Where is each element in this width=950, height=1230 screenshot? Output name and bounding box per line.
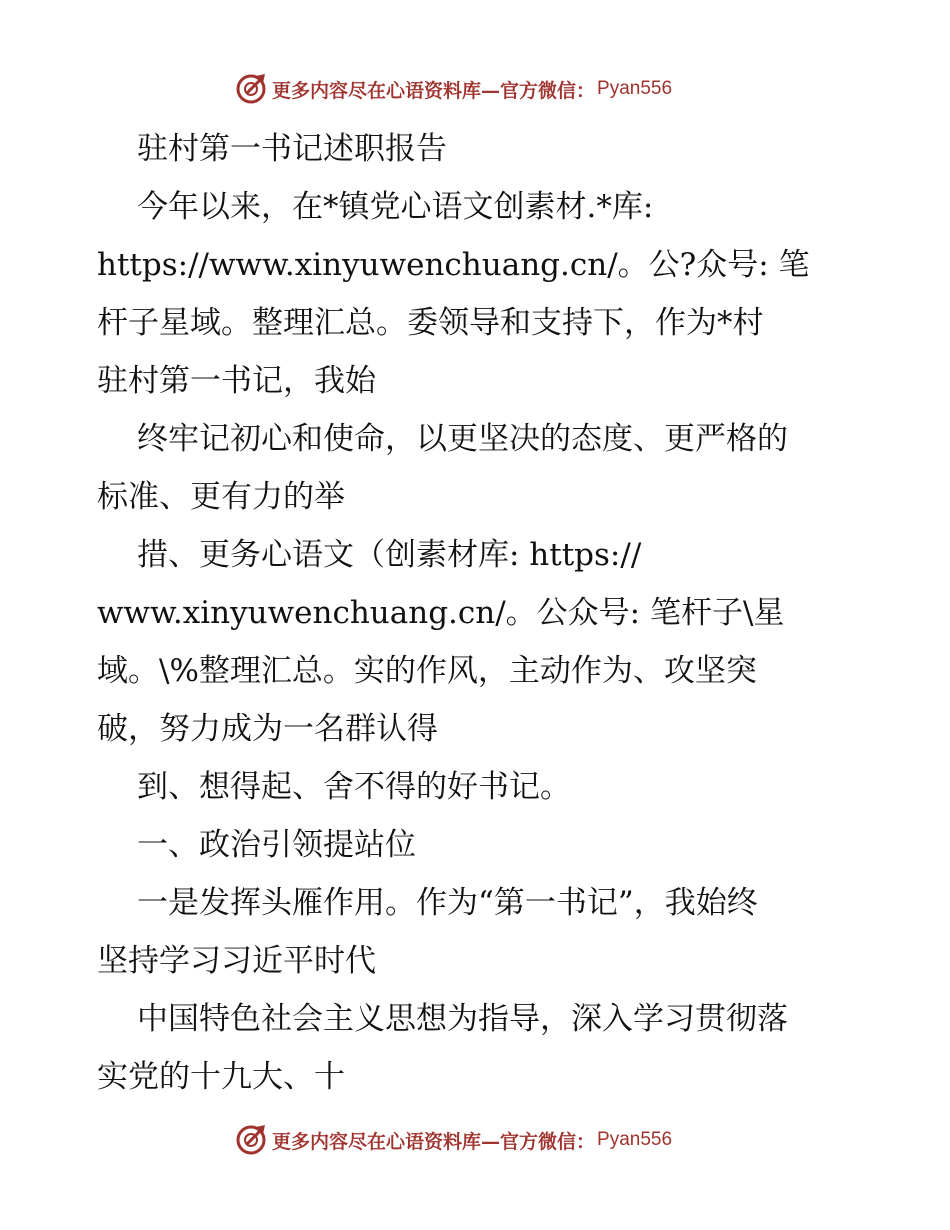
footer-watermark [234,1122,672,1158]
document-body [97,120,867,1106]
pen-logo-icon [234,1123,268,1157]
text-line: https://www.xinyuwenchuang.cn/。公?众号: 笔 [97,247,810,283]
text-line: 实党的十九大、十 [97,1059,345,1095]
text-line: 措、更务心语文（创素材库: https:// [137,537,642,573]
text-line: 标准、更有力的举 [97,479,345,515]
text-line: 终牢记初心和使命，以更坚决的态度、更严格的 [137,421,788,457]
pen-logo-icon [234,72,268,106]
text-line: 一是发挥头雁作用。作为“第一书记”，我始终 [137,885,758,921]
text-line: 杆子星域。整理汇总。委领导和支持下，作为*村 [97,305,764,341]
text-line: 域。\%整理汇总。实的作风，主动作为、攻坚突 [97,653,757,689]
text-line: 中国特色社会主义思想为指导，深入学习贯彻落 [137,1001,788,1037]
text-line: 今年以来，在*镇党心语文创素材.*库: [137,189,654,225]
text-line: 到、想得起、舍不得的好书记。 [137,769,571,805]
text-line: 一、政治引领提站位 [137,827,416,863]
text-line: 驻村第一书记，我始 [97,363,376,399]
header-watermark [234,71,672,107]
watermark-id: Pyan556 [597,78,673,99]
text-line: www.xinyuwenchuang.cn/。公众号: 笔杆子\星 [97,595,785,631]
text-line: 破，努力成为一名群认得 [97,711,438,747]
text-line: 坚持学习习近平时代 [97,943,376,979]
watermark-text: 更多内容尽在心语资料库—官方微信： [272,1130,596,1153]
watermark-id: Pyan556 [597,1129,673,1150]
text-line: 驻村第一书记述职报告 [137,131,447,167]
watermark-text: 更多内容尽在心语资料库—官方微信： [272,79,596,102]
